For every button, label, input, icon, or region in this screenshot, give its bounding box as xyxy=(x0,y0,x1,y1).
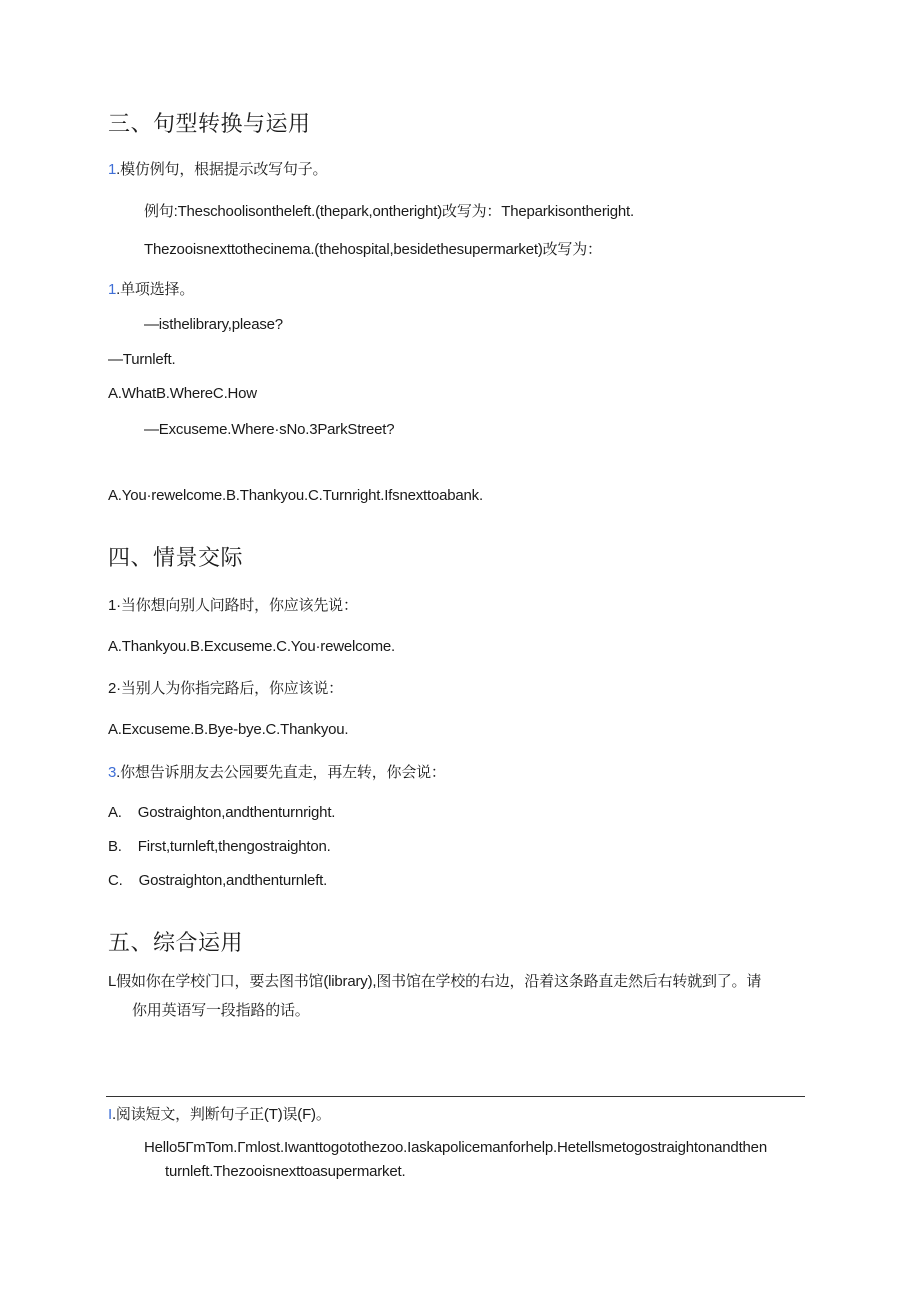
s3-q2-number: 1 xyxy=(108,281,117,298)
s3-q1-number: 1 xyxy=(108,161,117,178)
divider-line xyxy=(106,1096,805,1097)
s3-q2 xyxy=(108,278,194,299)
s5-task-line2: 你用英语写一段指路的话。 xyxy=(132,1002,310,1019)
s3-example-sentence: 例句:Theschoolisontheleft.(thepark,ontheright)改写为：Theparkisontheright. xyxy=(144,203,634,220)
s4-q2-options: A.Excuseme.B.Bye-bye.C.Thankyou. xyxy=(108,721,349,738)
option-letter: B. xyxy=(108,838,122,855)
s4-q3 xyxy=(108,761,446,782)
s4-q3-text: .你想告诉朋友去公园要先直走，再左转，你会说： xyxy=(116,764,446,781)
s5-task-line1: L假如你在学校门口，要去图书馆(library),图书馆在学校的右边，沿着这条路直走然后右转就到了。请 xyxy=(108,973,762,990)
s3-exercise-sentence: Thezooisnexttothecinema.(thehospital,besidethesupermarket)改写为： xyxy=(144,241,602,258)
section-5-heading: 五、综合运用 xyxy=(108,930,244,955)
s4-q3-number: 3 xyxy=(108,764,117,781)
s5-passage-line1: Hello5ГmTom.Гmlost.Iwanttogotothezoo.Iaskapolicemanforhelp.Hetellsmetogostraightonandthen xyxy=(144,1139,767,1156)
section-4-heading: 四、情景交际 xyxy=(108,545,244,570)
s5-passage-line2: turnleft.Thezooisnexttoasupermarket. xyxy=(165,1163,406,1180)
s3-dialog1-question: —isthelibrary,please? xyxy=(144,316,283,333)
s4-q3-option-c xyxy=(108,872,327,889)
s4-q3-option-a xyxy=(108,804,335,821)
s5-reading-instruction xyxy=(108,1103,331,1124)
s4-q2: 2·当别人为你指完路后，你应该说： xyxy=(108,680,343,697)
s3-dialog2-question: —Excuseme.Where·sNo.3ParkStreet? xyxy=(144,421,395,438)
option-letter: C. xyxy=(108,872,123,889)
s4-q1-options: A.Thankyou.B.Excuseme.C.You·rewelcome. xyxy=(108,638,395,655)
s3-dialog1-answer: —Turnleft. xyxy=(108,351,176,368)
section-3-heading: 三、句型转换与运用 xyxy=(108,111,311,136)
s5-reading-text: .阅读短文，判断句子正(T)误(F)。 xyxy=(111,1106,331,1123)
option-letter: A. xyxy=(108,804,122,821)
s3-options2: A.You·rewelcome.B.Thankyou.C.Turnright.Ifsnexttoabank. xyxy=(108,487,483,504)
s4-q1: 1·当你想向别人问路时，你应该先说： xyxy=(108,597,358,614)
s4-q3-option-b xyxy=(108,838,331,855)
s3-q1 xyxy=(108,158,327,179)
option-text: Gostraighton,andthenturnright. xyxy=(137,804,336,821)
s5-reading-number: I xyxy=(108,1106,112,1123)
option-text: First,turnleft,thengostraighton. xyxy=(137,838,331,855)
option-text: Gostraighton,andthenturnleft. xyxy=(138,872,328,889)
s3-q1-text: .模仿例句，根据提示改写句子。 xyxy=(116,161,328,178)
s3-options1: A.WhatB.WhereC.How xyxy=(108,385,257,402)
s3-q2-text: .单项选择。 xyxy=(116,281,195,298)
